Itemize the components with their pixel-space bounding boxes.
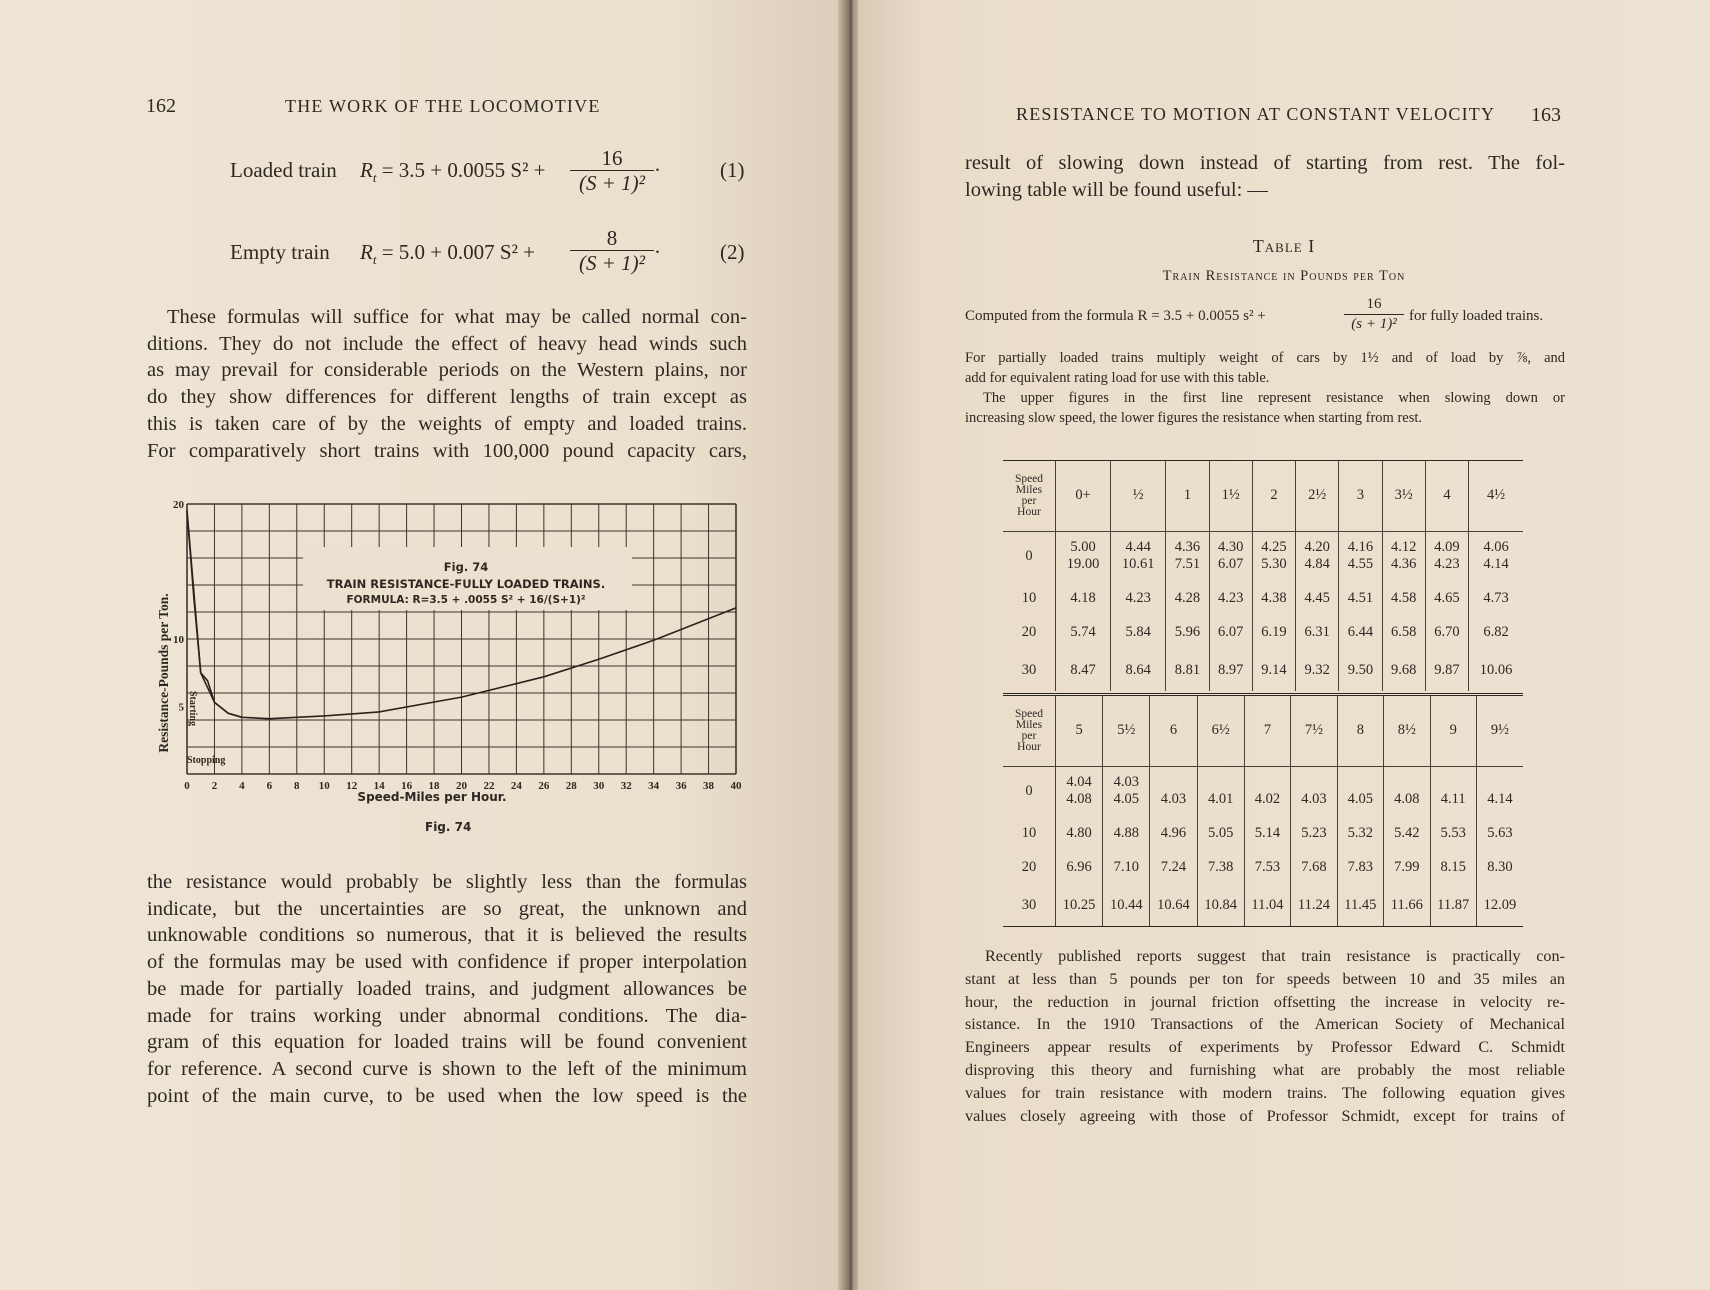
formula-2-lhs: $R_t = 5.0 + 0.007$ S² +	[360, 240, 535, 268]
running-head-right: RESISTANCE TO MOTION AT CONSTANT VELOCITY	[1016, 104, 1496, 124]
cell: 6.58	[1382, 615, 1425, 649]
x-tick-label: 10	[318, 780, 330, 792]
chart-y-label: Resistance-Pounds per Ton.	[156, 593, 171, 753]
cell: 4.51	[1339, 581, 1382, 615]
text-line: values closely agreeing with those of Professor Schmidt, except for trains of	[965, 1106, 1565, 1125]
text-line: hour, the reduction in journal friction offsetting the increase in velocity re-	[965, 992, 1565, 1011]
cell: 9.68	[1382, 649, 1425, 691]
paragraph-1	[147, 304, 747, 464]
cell: 8.97	[1209, 649, 1252, 691]
cell: 7.24	[1150, 850, 1197, 884]
formula-2-end: ·	[654, 240, 661, 264]
table-1	[1003, 460, 1523, 691]
text-line: indicate, but the uncertainties are so great, the unknown and	[147, 897, 747, 920]
curve-label-stopping: Stopping	[187, 755, 226, 766]
cell: 4.03 4.05	[1103, 766, 1150, 816]
row-speed: 0	[1025, 547, 1033, 564]
text-line: gram of this equation for loaded trains will be found convenient	[147, 1031, 747, 1054]
note-line: The upper figures in the first line represent resistance when slowing down or	[983, 390, 1565, 406]
text-line: values for train resistance with modern trains. The following equation gives	[965, 1083, 1565, 1102]
x-tick-label: 28	[565, 780, 577, 792]
col-header: 6½	[1197, 696, 1244, 766]
cell: 10.25	[1056, 884, 1103, 926]
text-line: sistance. In the 1910 Transactions of the American Society of Mechanical	[965, 1015, 1565, 1034]
cell: 5.84	[1111, 615, 1166, 649]
cell: 11.66	[1384, 884, 1430, 926]
paragraph-2	[147, 869, 747, 1109]
cell: 4.36 7.51	[1166, 531, 1209, 581]
cell: 4.12 4.36	[1382, 531, 1425, 581]
cell: 4.08	[1384, 766, 1430, 816]
cell: 4.30 6.07	[1209, 531, 1252, 581]
cell: 4.09 4.23	[1425, 531, 1468, 581]
cell: 9.50	[1339, 649, 1382, 691]
cell: 11.24	[1291, 884, 1337, 926]
col-header: 7½	[1291, 696, 1337, 766]
text-line: be made for partially loaded trains, and judgment allowances be	[147, 977, 747, 1000]
cell: 4.45	[1296, 581, 1339, 615]
cell: 5.23	[1291, 816, 1337, 850]
cell: 4.28	[1166, 581, 1209, 615]
cell: 5.32	[1337, 816, 1383, 850]
table-notes	[965, 348, 1565, 428]
intro-paragraph	[965, 150, 1565, 203]
table-row	[1003, 884, 1523, 926]
col-header: 5½	[1103, 696, 1150, 766]
formula-1-lhs: $R_t = 3.5 + 0.0055$ S² +	[360, 158, 546, 186]
col-header: 9	[1430, 696, 1476, 766]
cell: 10.06	[1469, 649, 1523, 691]
cell: 10.64	[1150, 884, 1197, 926]
cell: 5.14	[1244, 816, 1290, 850]
x-tick-label: 22	[483, 780, 495, 792]
chart-formula: FORMULA: R=3.5 + .0055 S² + 16/(S+1)²	[346, 594, 586, 606]
cell: 4.11	[1430, 766, 1476, 816]
row-speed: 10	[1021, 824, 1037, 841]
col-header: 8	[1337, 696, 1383, 766]
table-row	[1003, 531, 1523, 581]
cell: 4.88	[1103, 816, 1150, 850]
page-number-left: 162	[146, 95, 176, 117]
cell: 4.73	[1469, 581, 1523, 615]
cell: 5.63	[1476, 816, 1523, 850]
cell: 8.47	[1056, 649, 1111, 691]
col-header: 9½	[1476, 696, 1523, 766]
chart-grid	[187, 504, 736, 774]
text-line: result of slowing down instead of starting from rest. The fol-	[965, 152, 1565, 174]
col-header: ½	[1111, 461, 1166, 531]
text-line: disproving this theory and furnishing what are probably the most reliable	[965, 1060, 1565, 1079]
text-line: point of the main curve, to be used when the low speed is the	[147, 1084, 747, 1107]
cell: 6.19	[1252, 615, 1295, 649]
row-speed: 20	[1021, 623, 1037, 640]
col-header: 4½	[1469, 461, 1523, 531]
x-tick-label: 4	[239, 780, 245, 792]
cell: 4.58	[1382, 581, 1425, 615]
cell: 7.10	[1103, 850, 1150, 884]
col-header: 4	[1425, 461, 1468, 531]
row-speed: 30	[1021, 661, 1037, 678]
chart-subtitle: TRAIN RESISTANCE-FULLY LOADED TRAINS.	[326, 577, 606, 591]
x-tick-label: 32	[620, 780, 632, 792]
x-tick-label: 18	[428, 780, 440, 792]
formula-2-ref: (2)	[720, 240, 745, 264]
chart-y-ticks	[173, 499, 185, 714]
cell: 4.05	[1337, 766, 1383, 816]
chart-x-label: Speed-Miles per Hour.	[357, 790, 507, 804]
x-tick-label: 0	[184, 780, 190, 792]
col-header: 6	[1150, 696, 1197, 766]
cell: 6.82	[1469, 615, 1523, 649]
x-tick-label: 36	[675, 780, 687, 792]
header-speed: Speed Miles per Hour	[1014, 472, 1044, 518]
col-header: 0+	[1056, 461, 1111, 531]
cell: 8.64	[1111, 649, 1166, 691]
text-line: Recently published reports suggest that train resistance is practically con-	[985, 947, 1565, 965]
table-2	[1003, 693, 1523, 927]
cell: 4.25 5.30	[1252, 531, 1295, 581]
text-line: do they show differences for different lengths of train except as	[147, 386, 747, 409]
left-page	[0, 0, 850, 1290]
cell: 4.03	[1150, 766, 1197, 816]
x-tick-label: 24	[510, 780, 522, 792]
table-row	[1003, 816, 1523, 850]
table-row	[1003, 581, 1523, 615]
x-tick-label: 20	[456, 780, 467, 792]
computed-formula-text: Computed from the formula R = 3.5 + 0.0055 s² +	[965, 308, 1266, 324]
cell: 5.96	[1166, 615, 1209, 649]
col-header: 7	[1244, 696, 1290, 766]
row-speed: 0	[1025, 782, 1033, 799]
cell: 4.18	[1056, 581, 1111, 615]
y-tick-label: 5	[178, 701, 184, 714]
cell: 6.31	[1296, 615, 1339, 649]
cell: 7.38	[1197, 850, 1244, 884]
formula-1-label: Loaded train	[230, 158, 337, 182]
cell: 4.16 4.55	[1339, 531, 1382, 581]
cell: 5.00 19.00	[1056, 531, 1111, 581]
cell: 4.44 10.61	[1111, 531, 1166, 581]
row-speed: 10	[1021, 589, 1037, 606]
cell: 7.99	[1384, 850, 1430, 884]
col-header: 1½	[1209, 461, 1252, 531]
y-tick-label: 20	[173, 499, 184, 511]
cell: 4.01	[1197, 766, 1244, 816]
text-line: ditions. They do not include the effect of heavy head winds such	[147, 332, 747, 355]
cell: 12.09	[1476, 884, 1523, 926]
text-line: the resistance would probably be slightly less than the formulas	[147, 871, 747, 893]
x-tick-label: 6	[266, 780, 273, 792]
cell: 4.38	[1252, 581, 1295, 615]
computed-formula-fraction: 16 (s + 1)²	[1344, 295, 1404, 334]
text-line: unknowable conditions so numerous, that it is believed the results	[147, 924, 747, 947]
col-header: 3½	[1382, 461, 1425, 531]
cell: 7.83	[1337, 850, 1383, 884]
text-line: These formulas will suffice for what may be called normal con-	[167, 306, 747, 328]
cell: 8.15	[1430, 850, 1476, 884]
cell: 9.87	[1425, 649, 1468, 691]
computed-formula-tail: for fully loaded trains.	[1409, 308, 1544, 324]
table-subtitle: Train Resistance in Pounds per Ton	[1162, 268, 1406, 284]
cell: 4.23	[1209, 581, 1252, 615]
table-row	[1003, 649, 1523, 691]
table-row	[1003, 615, 1523, 649]
cell: 7.53	[1244, 850, 1290, 884]
resistance-chart	[140, 495, 760, 825]
text-line: of the formulas may be used with confidence if proper interpolation	[147, 951, 747, 974]
row-speed: 20	[1021, 858, 1037, 875]
paragraph-3	[965, 945, 1565, 1127]
cell: 10.44	[1103, 884, 1150, 926]
cell: 6.96	[1056, 850, 1103, 884]
cell: 9.14	[1252, 649, 1295, 691]
cell: 9.32	[1296, 649, 1339, 691]
cell: 4.14	[1476, 766, 1523, 816]
curve-label-starting: Starting	[187, 691, 198, 726]
formula-2-fraction: 8 (S + 1)²	[570, 226, 654, 275]
x-tick-label: 40	[730, 780, 742, 792]
cell: 11.04	[1244, 884, 1290, 926]
cell: 7.68	[1291, 850, 1337, 884]
cell: 5.53	[1430, 816, 1476, 850]
row-speed: 30	[1021, 896, 1037, 913]
x-tick-label: 16	[401, 780, 413, 792]
cell: 5.05	[1197, 816, 1244, 850]
cell: 4.03	[1291, 766, 1337, 816]
cell: 4.04 4.08	[1056, 766, 1103, 816]
text-line: this is taken care of by the weights of empty and loaded trains.	[147, 412, 747, 435]
cell: 4.20 4.84	[1296, 531, 1339, 581]
table-row	[1003, 850, 1523, 884]
formula-1-ref: (1)	[720, 158, 745, 182]
text-line: Engineers appear results of experiments by Professor Edward C. Schmidt	[965, 1038, 1565, 1057]
cell: 8.81	[1166, 649, 1209, 691]
x-tick-label: 8	[294, 780, 300, 792]
cell: 5.74	[1056, 615, 1111, 649]
x-tick-label: 30	[593, 780, 605, 792]
chart-title: Fig. 74	[443, 560, 489, 574]
cell: 8.30	[1476, 850, 1523, 884]
table-row	[1003, 766, 1523, 816]
cell: 4.02	[1244, 766, 1290, 816]
text-line: For comparatively short trains with 100,000 pound capacity cars,	[147, 439, 747, 462]
formula-1-end: ·	[654, 158, 661, 182]
text-line: made for trains working under abnormal conditions. The dia-	[147, 1004, 747, 1027]
cell: 6.70	[1425, 615, 1468, 649]
y-tick-label: 10	[173, 634, 184, 646]
cell: 6.07	[1209, 615, 1252, 649]
x-tick-label: 12	[346, 780, 358, 792]
cell: 6.44	[1339, 615, 1382, 649]
col-header: 8½	[1384, 696, 1430, 766]
x-tick-label: 26	[538, 780, 550, 792]
running-head-left: THE WORK OF THE LOCOMOTIVE	[285, 96, 601, 116]
table-title: Table I	[1252, 236, 1316, 256]
x-tick-label: 14	[373, 780, 385, 792]
formula-2-label: Empty train	[230, 240, 330, 264]
note-line: increasing slow speed, the lower figures the resistance when starting from rest.	[965, 410, 1423, 426]
page-number-right: 163	[1531, 104, 1561, 126]
figure-caption: Fig. 74	[425, 820, 472, 834]
text-line: for reference. A second curve is shown to the left of the minimum	[147, 1057, 747, 1080]
col-header: 1	[1166, 461, 1209, 531]
cell: 10.84	[1197, 884, 1244, 926]
text-line: lowing table will be found useful: —	[965, 178, 1268, 201]
cell: 5.42	[1384, 816, 1430, 850]
cell: 4.65	[1425, 581, 1468, 615]
right-page	[858, 0, 1710, 1290]
cell: 4.23	[1111, 581, 1166, 615]
x-tick-label: 38	[703, 780, 715, 792]
text-line: as may prevail for considerable periods on the Western plains, nor	[147, 359, 747, 382]
cell: 4.80	[1056, 816, 1103, 850]
text-line: stant at less than 5 pounds per ton for speeds between 10 and 35 miles an	[965, 969, 1565, 988]
x-tick-label: 2	[211, 780, 218, 792]
col-header: 2	[1252, 461, 1295, 531]
cell: 4.96	[1150, 816, 1197, 850]
header-speed: Speed Miles per Hour	[1014, 707, 1044, 753]
formula-1-fraction: 16 (S + 1)²	[570, 146, 654, 195]
note-line: For partially loaded trains multiply weight of cars by 1½ and of load by ⅞, and	[965, 350, 1565, 366]
cell: 11.45	[1337, 884, 1383, 926]
note-line: add for equivalent rating load for use with this table.	[965, 370, 1270, 386]
col-header: 3	[1339, 461, 1382, 531]
x-tick-label: 34	[648, 780, 660, 792]
cell: 4.06 4.14	[1469, 531, 1523, 581]
col-header: 5	[1056, 696, 1103, 766]
cell: 11.87	[1430, 884, 1476, 926]
col-header: 2½	[1296, 461, 1339, 531]
